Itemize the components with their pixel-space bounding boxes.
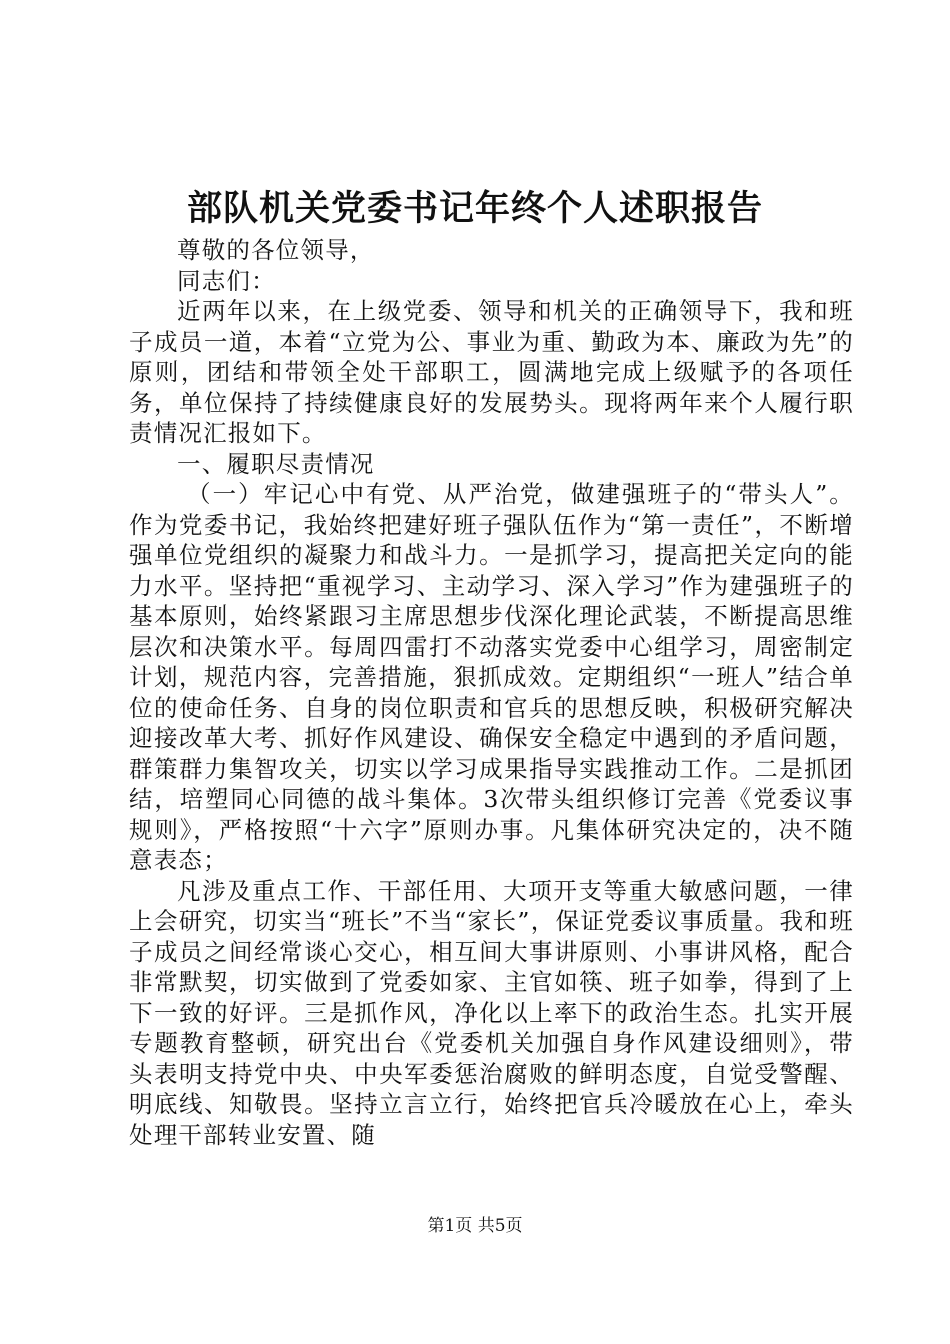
body-paragraph-1: （一）牢记心中有党、从严治党，做建强班子的“带头人”。作为党委书记，我始终把建好班子强队伍作为“第一责任”，不断增强单位党组织的凝聚力和战斗力。一是抓学习，提高把关定向的能力水平。坚持把“重视学习、主动学习、深入学习”作为建强班子的基本原则，始终紧跟习主席思想步伐深化理论武装，不断提高思维层次和决策水平。每周四雷打不动落实党委中心组学习，周密制定计划，规范内容，完善措施，狠抓成效。定期组织“一班人”结合单位的使命任务、自身的岗位职责和官兵的思想反映，积极研究解决迎接改革大考、抓好作风建设、确保安全稳定中遇到的矛盾问题，群策群力集智攻关，切实以学习成果指导实践推动工作。二是抓团结，培塑同心同德的战斗集体。3次带头组织修订完善《党委议事规则》，严格按照“十六字”原则办事。凡集体研究决定的，决不随意表态； [129,480,854,874]
salutation-line-2: 同志们： [177,266,276,295]
body-paragraph-2: 凡涉及重点工作、干部任用、大项开支等重大敏感问题，一律上会研究，切实当“班长”不当“家长”，保证党委议事质量。我和班子成员之间经常谈心交心，相互间大事讲原则、小事讲风格，配合非常默契，切实做到了党委如家、主官如筷、班子如拳，得到了上下一致的好评。三是抓作风，净化以上率下的政治生态。扎实开展专题教育整顿，研究出台《党委机关加强自身作风建设细则》，带头表明支持党中央、中央军委惩治腐败的鲜明态度，自觉受警醒、明底线、知敬畏。坚持立言立行，始终把官兵冷暖放在心上，牵头处理干部转业安置、随 [129,876,854,1149]
page-footer: 第1页 共5页 [427,1216,523,1236]
section-heading: 一、履职尽责情况 [177,449,375,478]
document-body [129,235,854,1150]
document-title: 部队机关党委书记年终个人述职报告 [186,188,763,229]
intro-paragraph: 近两年以来，在上级党委、领导和机关的正确领导下，我和班子成员一道，本着“立党为公、事业为重、勤政为本、廉政为先”的原则，团结和带领全处干部职工，圆满地完成上级赋予的各项任务，单位保持了持续健康良好的发展势头。现将两年来个人履行职责情况汇报如下。 [129,297,854,447]
salutation-line-1: 尊敬的各位领导， [177,236,375,264]
